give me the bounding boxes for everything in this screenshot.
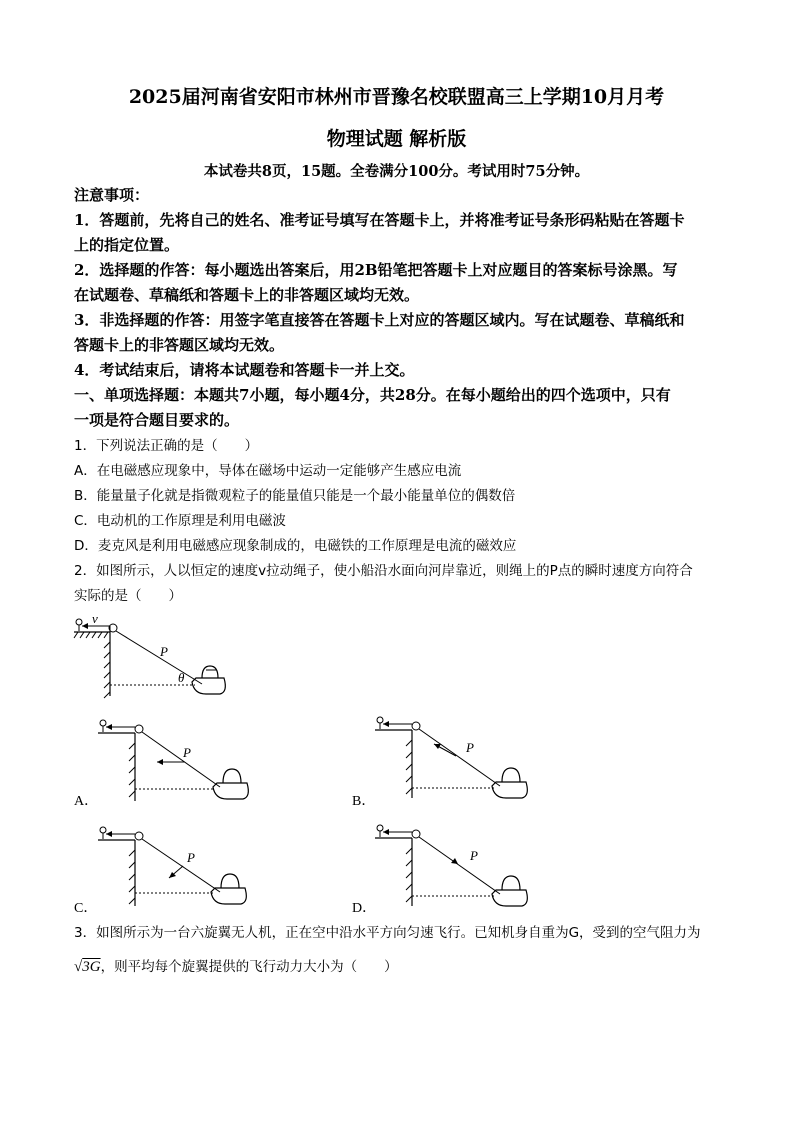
sqrt-value: 3G: [82, 959, 101, 975]
question-3-stem: 3．如图所示为一台六旋翼无人机，正在空中沿水平方向匀速飞行。已知机身自重为G，受到的空气阻力为: [74, 925, 701, 941]
notice-line: 上的指定位置。: [74, 236, 180, 254]
document-title: 2025届河南省安阳市林州市晋豫名校联盟高三上学期10月月考: [128, 86, 665, 108]
notice-heading: 注意事项：: [74, 186, 150, 204]
question-1-option-b: B．能量量子化就是指微观粒子的能量值只能是一个最小能量单位的偶数倍: [74, 488, 516, 504]
point-p-label: P: [187, 850, 195, 865]
section-heading: 一、单项选择题：本题共7小题，每小题4分，共28分。在每小题给出的四个选项中，只有: [74, 386, 671, 404]
question-1-stem: 1．下列说法正确的是（ ）: [74, 438, 259, 454]
document-subtitle: 物理试题 解析版: [326, 128, 467, 150]
question-2-stem: 2．如图所示，人以恒定的速度v拉动绳子，使小船沿水面向河岸靠近，则绳上的P点的瞬时速度方向符合: [74, 563, 693, 579]
notice-line: 在试题卷、草稿纸和答题卡上的非答题区域均无效。: [74, 286, 420, 304]
option-d-label: D．: [352, 901, 377, 916]
option-c-label: C．: [74, 901, 98, 916]
option-c-figure: [95, 822, 275, 912]
section-heading-cont: 一项是符合题目要求的。: [74, 411, 240, 429]
question-1-option-c: C．电动机的工作原理是利用电磁波: [74, 513, 286, 529]
question-3-stem-cont: √3G，则平均每个旋翼提供的飞行动力大小为（ ）: [74, 959, 398, 975]
option-a-figure: [95, 715, 275, 805]
notice-line: 4．考试结束后，请将本试题卷和答题卡一并上交。: [74, 361, 415, 379]
point-p-label: P: [183, 745, 191, 760]
question-1-option-d: D．麦克风是利用电磁感应现象制成的，电磁铁的工作原理是电流的磁效应: [74, 538, 517, 554]
notice-line: 1．答题前，先将自己的姓名、准考证号填写在答题卡上，并将准考证号条形码粘贴在答题卡: [74, 211, 685, 229]
notice-line: 2．选择题的作答：每小题选出答案后，用2B铅笔把答题卡上对应题目的答案标号涂黑。写: [74, 261, 678, 279]
point-p-label: P: [466, 740, 474, 755]
option-a-label: A．: [74, 794, 99, 809]
point-p-label: P: [470, 848, 478, 863]
point-p-label: P: [160, 644, 168, 659]
option-b-label: B．: [352, 794, 376, 809]
theta-label: θ: [178, 670, 185, 685]
exam-info: 本试卷共8页，15题。全卷满分100分。考试用时75分钟。: [203, 163, 590, 180]
notice-line: 3．非选择题的作答：用签字笔直接答在答题卡上对应的答题区域内。写在试题卷、草稿纸和: [74, 311, 685, 329]
question-1-option-a: A．在电磁感应现象中，导体在磁场中运动一定能够产生感应电流: [74, 463, 462, 479]
boat-rope-figure: [70, 612, 240, 702]
notice-line: 答题卡上的非答题区域均无效。: [74, 336, 285, 354]
question-2-stem-cont: 实际的是（ ）: [74, 588, 182, 604]
option-b-figure: [372, 712, 552, 802]
velocity-label: v: [92, 611, 98, 626]
option-d-figure: [372, 820, 552, 910]
